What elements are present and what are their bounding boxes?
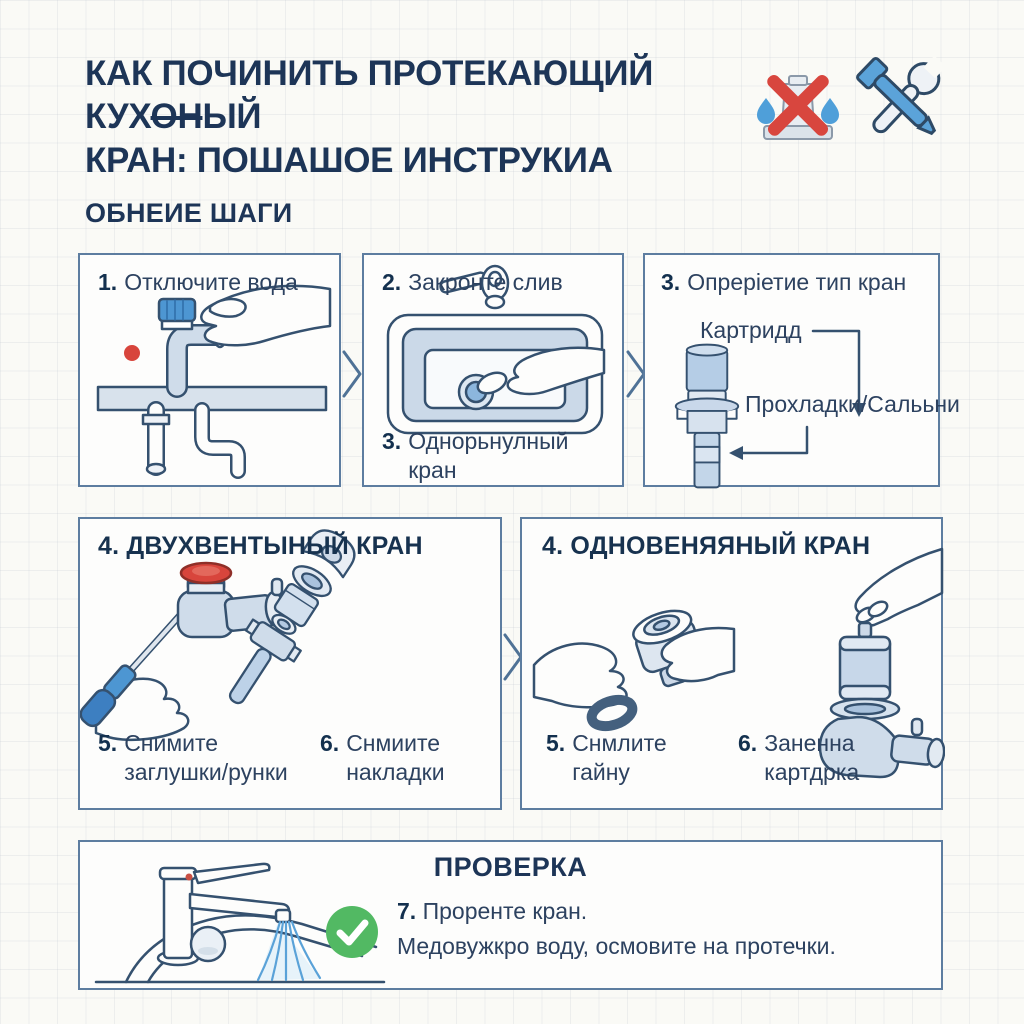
check-panel: [78, 840, 943, 990]
step-label: Снимите заглушки/рунки: [124, 730, 288, 786]
check-line1: [397, 894, 836, 929]
check-line2: Медовужкро воду, осмовите на протечки.: [397, 932, 836, 959]
step6-caption: [738, 729, 894, 788]
step-label: Снмлите гайну: [572, 730, 667, 786]
next-step-arrow-icon: [340, 346, 364, 402]
step-label: Однорьнулный кран: [408, 428, 569, 484]
step-panel-shut-off-water: [78, 253, 341, 487]
faucet-leak-crossed-icon: [752, 62, 844, 148]
check-instructions: [397, 894, 836, 963]
hammer-wrench-icon: [850, 52, 954, 152]
step5-caption: [98, 729, 299, 788]
step-number: 3.: [382, 428, 402, 454]
step3-identify-caption: [661, 268, 906, 297]
cartridge-callout-label: Картридд: [700, 317, 802, 343]
page-title: [85, 52, 805, 182]
two-handle-panel-title: 4. ДВУХВЕНТЫНЫЙ КРАН: [98, 532, 423, 560]
title-line2: КРАН: ПОШАШОЕ ИНСТРУКИА: [85, 140, 613, 180]
step-number: 2.: [382, 269, 402, 295]
step1-caption: [98, 268, 298, 297]
section-heading: ОБНЕИЕ ШАГИ: [85, 198, 293, 228]
check-panel-title: ПРОВЕРКА: [433, 852, 588, 882]
step-number: 7.: [397, 898, 417, 924]
gaskets-callout-label: Прохладки/Салььни: [745, 391, 960, 417]
step6-caption: [320, 729, 471, 788]
step-number: 1.: [98, 269, 118, 295]
title-line1-part3: ЫЙ: [202, 97, 262, 137]
step-number: 5.: [98, 730, 118, 756]
step-label: Заненна картдрка: [764, 730, 860, 786]
step-number: 6.: [320, 730, 340, 756]
step-panel-close-drain: [362, 253, 624, 487]
step-label: Проренте кран.: [422, 898, 588, 924]
water-drop-icon: [757, 98, 775, 124]
single-handle-panel-title: 4. ОДНОВЕНЯЯНЫЙ КРАН: [542, 532, 871, 560]
step-number: 3.: [661, 269, 681, 295]
step-label: Снмиите накладки: [346, 730, 445, 786]
step3-caption: [382, 427, 578, 486]
step-label: Отключите вода: [124, 269, 298, 295]
step-panel-identify-faucet-type: [643, 253, 960, 487]
green-checkmark-icon: [324, 904, 380, 960]
two-handle-faucet-panel: [78, 517, 502, 810]
step2-caption: [382, 268, 563, 297]
step-number: 6.: [738, 730, 758, 756]
step5-caption: [546, 729, 687, 788]
step-number: 5.: [546, 730, 566, 756]
single-handle-faucet-panel: [520, 517, 943, 810]
water-drop-icon: [821, 98, 839, 124]
step-label: Опреріетие тип кран: [687, 269, 907, 295]
title-line1-part1: КАК ПОЧИНИТЬ ПРОТЕКАЮЩИЙ КУХ: [85, 54, 654, 137]
step-label: Закронте слив: [408, 269, 563, 295]
title-strike-part: ОН: [150, 97, 203, 137]
